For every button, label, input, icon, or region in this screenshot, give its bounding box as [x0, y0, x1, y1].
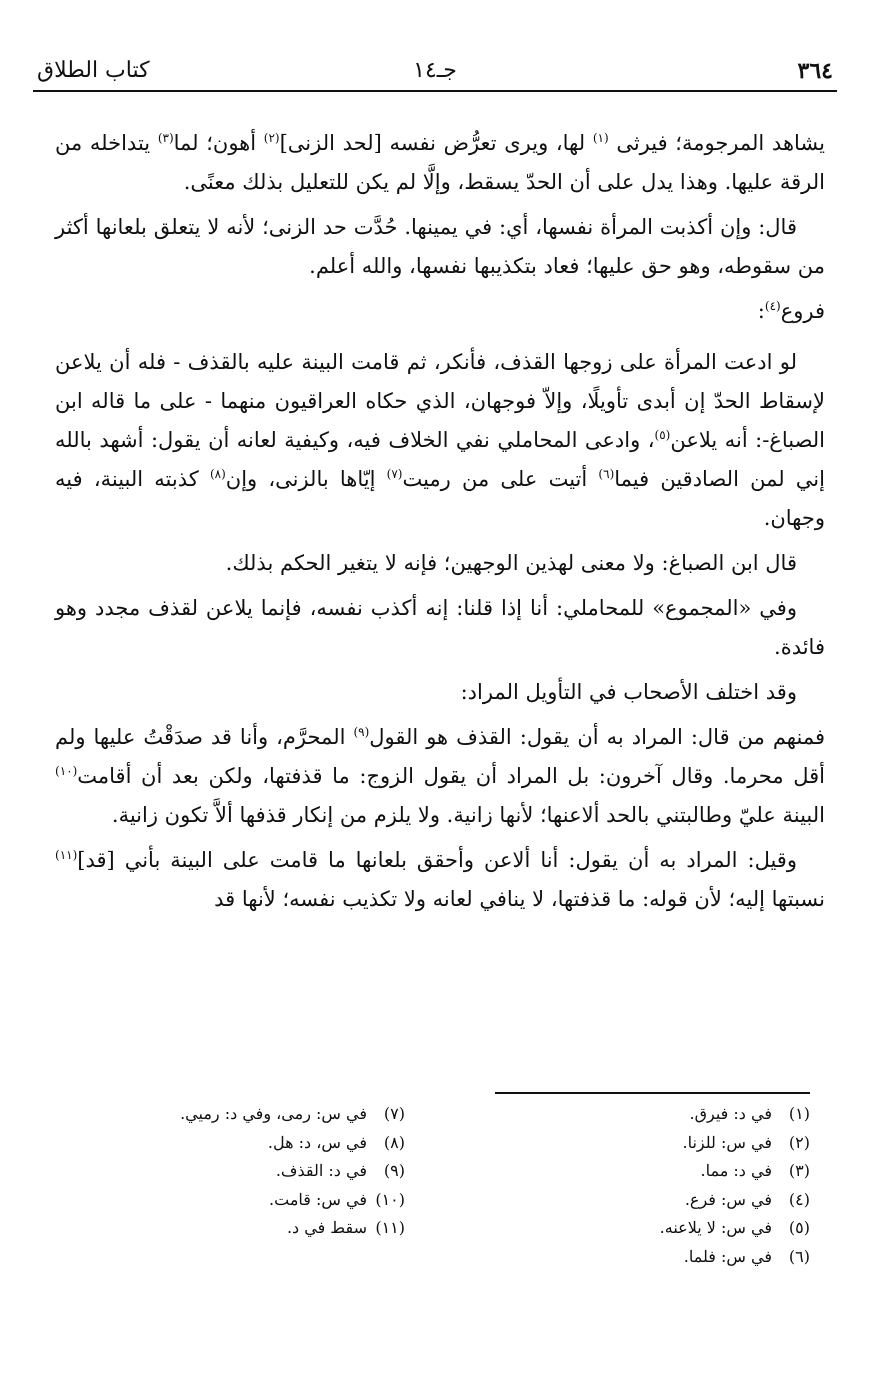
page-header [33, 50, 837, 92]
footnote: (١١)سقط في د. [286, 1218, 405, 1237]
section-heading-furu: فروع$^{(٤)}$: [757, 299, 825, 323]
footnote-ref-1[interactable]: (١) [592, 131, 609, 145]
footnote-ref-3[interactable]: (٣) [157, 131, 174, 145]
paragraph-2: قال: وإن أكذبت المرأة نفسها، أي: في يمينها. حُدَّت حد الزنى؛ لأنه لا يتعلق بلعانها أكثر من سقوطه، وهو حق عليها؛ فعاد بتكذيبها نفسها، والله أعلم. [55, 215, 825, 278]
footnote-ref-6[interactable]: (٦) [598, 467, 615, 481]
footnote: (١٠)في س: قامت. [269, 1189, 405, 1209]
paragraph-8: وقيل: المراد به أن يقول: أنا ألاعن وأحقق بلعانها ما قامت على البينة بأني [قد]$^{(١١)}$ نسبتها إليه؛ لأن قوله: ما قذفتها، لا ينافي لعانه ولا تكذيب نفسه؛ لأنها قد [55, 848, 825, 911]
main-text [55, 124, 825, 925]
paragraph-5: وفي «المجموع» للمحاملي: أنا إذا قلنا: إنه أكذب نفسه، فإنما يلاعن لقذف مجدد وهو فائدة. [55, 596, 825, 659]
footnote-ref-8[interactable]: (٨) [209, 467, 226, 481]
footnote-ref-4[interactable]: (٤) [764, 299, 781, 313]
footnote: (٥)في س: لا يلاعنه. [659, 1218, 810, 1237]
volume-number: جـ١٤ [413, 58, 457, 83]
footnotes-column-left [45, 1100, 405, 1243]
footnote-separator [495, 1092, 810, 1094]
footnote: (٣)في د: مما. [700, 1161, 810, 1180]
page-number: ٣٦٤ [797, 58, 833, 84]
paragraph-3: لو ادعت المرأة على زوجها القذف، فأنكر، ثم قامت البينة عليه بالقذف - فله أن يلاعن لإسقاط الحدّ إن أبدى تأويلًا، وإلاّ فوجهان، الذي حكاه العراقيون منهما - على ما قاله ابن الصباغ-: أنه يلاعن$^{(٥)}$، وادعى المحاملي نفي الخلاف فيه، وكيفية لعانه أن يقول: أشهد بالله إني لمن الصادقين فيما$^{(٦)}$ أتيت على من رميت$^{(٧)}$ إيّاها بالزنى، وإن$^{(٨)}$ كذبته البينة، فيه وجهان. [55, 350, 826, 530]
footnote-ref-5[interactable]: (٥) [654, 428, 671, 442]
footnote: (٧)في س: رمى، وفي د: رميي. [180, 1104, 405, 1123]
paragraph-6: وقد اختلف الأصحاب في التأويل المراد: [460, 680, 797, 704]
footnotes-column-right [450, 1100, 810, 1271]
footnote: (٨)في س، د: هل. [267, 1132, 405, 1152]
footnote: (٤)في س: فرع. [684, 1189, 810, 1209]
footnote: (٢)في س: للزنا. [682, 1132, 810, 1152]
footnote-ref-9[interactable]: (٩) [353, 725, 370, 739]
footnote-ref-2[interactable]: (٢) [263, 131, 280, 145]
footnote-ref-10[interactable]: (١٠) [55, 764, 78, 778]
paragraph-7: فمنهم من قال: المراد به أن يقول: القذف هو القول$^{(٩)}$ المحرَّم، وأنا قد صدَقْتُ عليها ولم أقل محرما. وقال آخرون: بل المراد أن يقول الزوج: ما قذفتها، ولكن بعد أن أقامت$^{(١٠)}$ البينة عليّ وطالبتني بالحد ألاعنها؛ لأنها زانية. ولا يلزم من إنكار قذفها ألاَّ تكون زانية. [55, 725, 825, 827]
paragraph-1: يشاهد المرجومة؛ فيرثى $^{(١)}$ لها، ويرى تعرُّض نفسه [لحد الزنى]$^{(٢)}$ أهون؛ لما$^{(٣)}$ يتداخله من الرقة عليها. وهذا يدل على أن الحدّ يسقط، وإلَّا لم يكن للتعليل بذلك معنًى. [55, 131, 825, 194]
paragraph-4: قال ابن الصباغ: ولا معنى لهذين الوجهين؛ فإنه لا يتغير الحكم بذلك. [225, 551, 797, 575]
footnote: (١)في د: فيرق. [689, 1104, 810, 1123]
footnote-ref-11[interactable]: (١١) [55, 848, 78, 862]
footnote: (٩)في د: القذف. [275, 1161, 405, 1180]
book-title: كتاب الطلاق [37, 58, 150, 83]
footnote-ref-7[interactable]: (٧) [386, 467, 403, 481]
footnote: (٦)في س: فلما. [683, 1246, 810, 1266]
